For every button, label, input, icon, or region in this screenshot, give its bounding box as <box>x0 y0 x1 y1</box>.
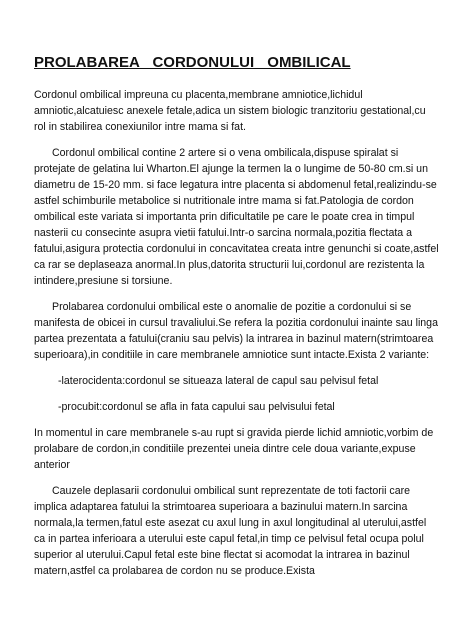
document-title: PROLABAREA CORDONULUI OMBILICAL <box>34 54 351 71</box>
paragraph-causes: Cauzele deplasarii cordonului ombilical sunt reprezentate de toti factorii care implica adaptarea fatului la strimtoarea superioara a bazinului matern.In sarcina normala,la termen,fatul este asezat cu axul lung in axul longitudinal al uterului,astfel ca in partea inferioara a uterului este capul fetal,in timp ce pelvisul fetal ocupa polul superior al uterului.Capul fetal este bine flectat si acomodat la intrarea in bazinul matern,astfel ca prolabarea de cordon nu se produce.Exista <box>34 485 427 577</box>
paragraph-rupture: In momentul in care membranele s-au rupt si gravida pierde lichid amniotic,vorbim de prolabare de cordon,in conditiile prezentei uneia dintre cele doua variante,expuse anterior <box>34 427 434 471</box>
paragraph-definition: Prolabarea cordonului ombilical este o anomalie de pozitie a cordonului si se manifesta de obicei in cursul travaliului.Se refera la pozitia cordonului inainte sau linga partea prezentata a fatului(craniu sau pelvis) la intrarea in bazinul matern(strimtoarea superioara),in conditiile in care membranele amniotice sunt intacte.Exista 2 variante: <box>34 301 438 361</box>
paragraph-structure: Cordonul ombilical contine 2 artere si o vena ombilicala,dispuse spiralat si protejate de gelatina lui Wharton.El ajunge la termen la o lungime de 50-80 cm.si un diametru de 15-20 mm. si face legatura intre placenta si abdomenul fetal,realizindu-se astfel schimburile metabolice si nutritionale intre mama si fat.Patologia de cordon ombilical este variata si importanta prin dificultatile pe care le poate crea in timpul nasterii cu consecinte asupra vietii fatului.Intr-o sarcina normala,pozitia flectata a fatului,asigura protectia cordonului in concavitatea creata intre genunchi si coate,astfel ca rar se deplaseaza anormal.In plus,datorita structurii lui,cordonul are rezistenta la intindere,presiune si torsiune. <box>34 147 439 287</box>
paragraph-intro: Cordonul ombilical impreuna cu placenta,membrane amniotice,lichidul amniotic,alcatuiesc anexele fetale,adica un sistem biologic tranzitoriu gestational,cu rol in stabilirea conexiunilor intre mama si fat. <box>34 89 426 133</box>
variant-laterocidenta: -laterocidenta:cordonul se situeaza lateral de capul sau pelvisul fetal <box>58 375 379 387</box>
variant-procubit: -procubit:cordonul se afla in fata capului sau pelvisului fetal <box>58 401 335 413</box>
